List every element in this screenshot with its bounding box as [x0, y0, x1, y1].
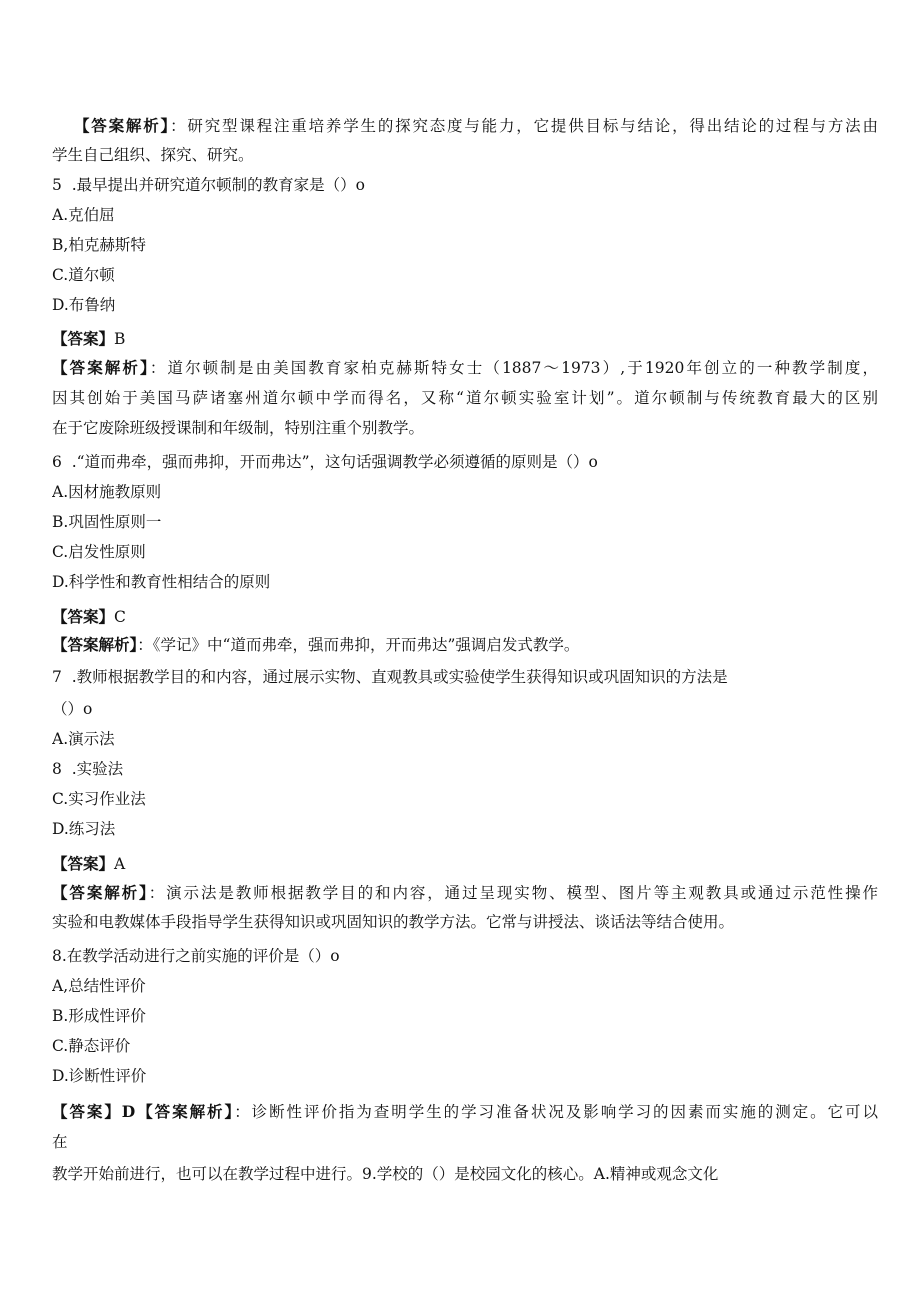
question-8: 8.在教学活动进行之前实施的评价是（）o [52, 947, 340, 965]
text-line: 学生自己组织、探究、研究。 [52, 146, 254, 164]
option-d: D.练习法 [52, 820, 116, 838]
option-d: D.布鲁纳 [52, 296, 116, 314]
text-line: 教学开始前进行，也可以在教学过程中进行。9.学校的（）是校园文化的核心。A.精神或观念文化 [52, 1165, 719, 1183]
question-5: 5 .最早提出并研究道尔顿制的教育家是（）o [52, 176, 365, 194]
answer-analysis-label: 【答案解析】 [74, 116, 171, 135]
text-line: 在于它废除班级授课制和年级制，特别注重个别教学。 [52, 419, 425, 437]
text-line: 【答案解析】：《学记》中“道而弗牵，强而弗抑，开而弗达”强调启发式教学。 [52, 635, 580, 654]
option-a: A.因材施教原则 [52, 483, 162, 501]
answer-analysis-label: 【答案解析】 [52, 635, 138, 654]
option-a: A.演示法 [52, 730, 115, 748]
answer-and-analysis-label: 【答案】D【答案解析】 [52, 1102, 235, 1121]
answer-analysis-label: 【答案解析】 [52, 883, 149, 902]
option-b: B,柏克赫斯特 [52, 236, 146, 254]
answer-label: 【答案】 [52, 607, 115, 626]
answer-analysis-label: 【答案解析】 [52, 358, 150, 377]
option-c: C.静态评价 [52, 1037, 131, 1055]
text-line: 实验和电教媒体手段指导学生获得知识或巩固知识的教学方法。它常与讲授法、谈话法等结合使用。 [52, 913, 735, 931]
option-c: C.实习作业法 [52, 790, 146, 808]
option-d: D.诊断性评价 [52, 1067, 147, 1085]
option-c: C.道尔顿 [52, 266, 115, 284]
question-6: 6 .“道而弗牵，强而弗抑，开而弗达”，这句话强调教学必须遵循的原则是（）o [52, 453, 598, 471]
option-c: C.启发性原则 [52, 543, 146, 561]
text-line: 【答案解析】：演示法是教师根据教学目的和内容，通过呈现实物、模型、图片等主观教具或通过示范性操作 [52, 883, 878, 902]
answer-label: 【答案】 [52, 329, 115, 348]
option-b: B.形成性评价 [52, 1007, 146, 1025]
option-a: A,总结性评价 [52, 977, 146, 995]
text-line: 【答案解析】：道尔顿制是由美国教育家柏克赫斯特女士（1887～1973）,于1920年创立的一种教学制度， [52, 358, 878, 377]
answer-line: 【答案】B [52, 329, 126, 348]
answer-line: 【答案】A [52, 854, 126, 873]
option-d: D.科学性和教育性相结合的原则 [52, 573, 271, 591]
option-b: B.巩固性原则一 [52, 513, 162, 531]
answer-label: 【答案】 [52, 854, 115, 873]
answer-line: 【答案】C [52, 607, 126, 626]
text-line: 在 [52, 1133, 68, 1151]
text-line: 因其创始于美国马萨诸塞州道尔顿中学而得名，又称“道尔顿实验室计划”。道尔顿制与传统教育最大的区别 [52, 389, 878, 407]
option-b: 8 .实验法 [52, 760, 124, 778]
text-line: （）o [52, 700, 93, 718]
option-a: A.克伯屈 [52, 206, 115, 224]
text-line: 【答案】D【答案解析】：诊断性评价指为查明学生的学习准备状况及影响学习的因素而实施的测定。它可以 [52, 1102, 878, 1121]
text-line: 【答案解析】：研究型课程注重培养学生的探究态度与能力，它提供目标与结论，得出结论的过程与方法由 [74, 116, 878, 135]
question-7: 7 .教师根据教学目的和内容，通过展示实物、直观教具或实验使学生获得知识或巩固知识的方法是 [52, 668, 728, 686]
